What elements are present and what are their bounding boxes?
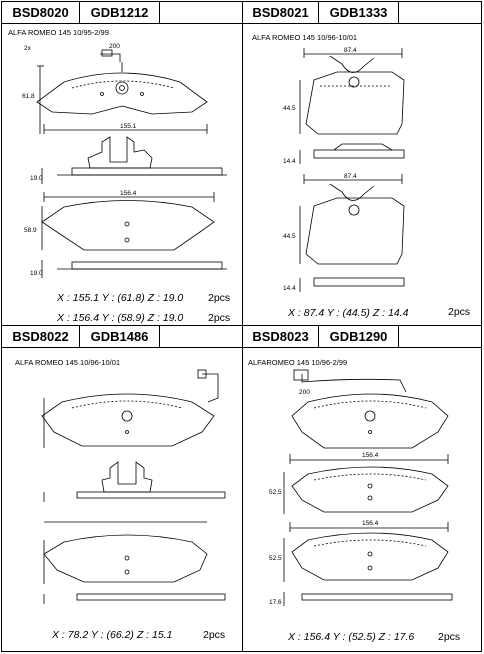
sensor-qty: 2x [24, 45, 31, 52]
spec-line: X : 78.2 Y : (66.2) Z : 15.1 [52, 629, 173, 641]
dim-height-bottom: 44.5 [283, 233, 296, 240]
dim-width-bottom: 87.4 [344, 173, 357, 180]
spec-line: X : 87.4 Y : (44.5) Z : 14.4 [288, 307, 409, 319]
dim-width-top: 155.1 [120, 123, 137, 130]
dim-sensor: 200 [109, 43, 120, 50]
spec-line: X : 155.1 Y : (61.8) Z : 19.0 [57, 292, 184, 304]
pad-drawing-front [42, 370, 218, 448]
pad-drawing-clip [44, 462, 225, 502]
pad-drawing-rear [284, 522, 452, 606]
pad-drawing-front [37, 50, 207, 114]
dim-height-top: 61.8 [22, 93, 35, 100]
pad-drawing-middle [284, 454, 448, 514]
dim-height-top: 52.5 [269, 489, 282, 496]
part-code-bsd8021: BSD8021 [243, 2, 319, 23]
part-code-bsd8020: BSD8020 [2, 2, 80, 23]
dim-height-top: 44.5 [283, 105, 296, 112]
spec-line: X : 156.4 Y : (58.9) Z : 19.0 [57, 312, 184, 324]
quantity: 2pcs [203, 629, 226, 641]
dim-thick-bottom: 17.6 [269, 599, 282, 606]
quantity: 2pcs [438, 631, 461, 643]
pad-drawing-front [300, 48, 404, 134]
application-text: ALFAROMEO 145 10/96-2/99 [248, 358, 348, 367]
pad-drawing-clip [57, 137, 227, 175]
part-code-gdb1486: GDB1486 [80, 326, 160, 347]
quantity: 2pcs [208, 292, 231, 304]
part-code-bsd8022: BSD8022 [2, 326, 80, 347]
part-code-gdb1212: GDB1212 [80, 2, 160, 23]
dim-width-bottom: 156.4 [362, 520, 379, 527]
pad-drawing-rear [300, 174, 404, 292]
dim-width-top: 156.4 [362, 452, 379, 459]
pad-drawing-clip [300, 144, 404, 164]
spec-line: X : 156.4 Y : (52.5) Z : 17.6 [288, 631, 415, 643]
dim-width-bottom: 156.4 [120, 190, 137, 197]
pad-drawing-rear [44, 522, 225, 604]
dim-width-top: 87.4 [344, 47, 357, 54]
part-code-bsd8023: BSD8023 [243, 326, 319, 347]
dim-height-bottom: 58.9 [24, 227, 37, 234]
dim-thick-top: 19.0 [30, 175, 43, 182]
pad-drawing-rear [42, 192, 227, 278]
quantity: 2pcs [208, 312, 231, 324]
application-text: ALFA ROMEO 145 10/96-10/01 [15, 358, 121, 367]
part-code-gdb1333: GDB1333 [319, 2, 399, 23]
quantity: 2pcs [448, 306, 471, 318]
application-text: ALFA ROMEO 145 10/96-10/01 [252, 33, 358, 42]
dim-height-bottom: 52.5 [269, 555, 282, 562]
part-code-gdb1290: GDB1290 [319, 326, 399, 347]
technical-drawings [2, 2, 483, 653]
dim-sensor: 200 [299, 389, 310, 396]
pad-drawing-front [292, 370, 448, 448]
dim-thick-bottom: 14.4 [283, 285, 296, 292]
dim-thick-top: 14.4 [283, 158, 296, 165]
catalog-sheet [1, 1, 482, 652]
dim-thick-bottom: 19.0 [30, 270, 43, 277]
application-text: ALFA ROMEO 145 10/95-2/99 [8, 28, 109, 37]
